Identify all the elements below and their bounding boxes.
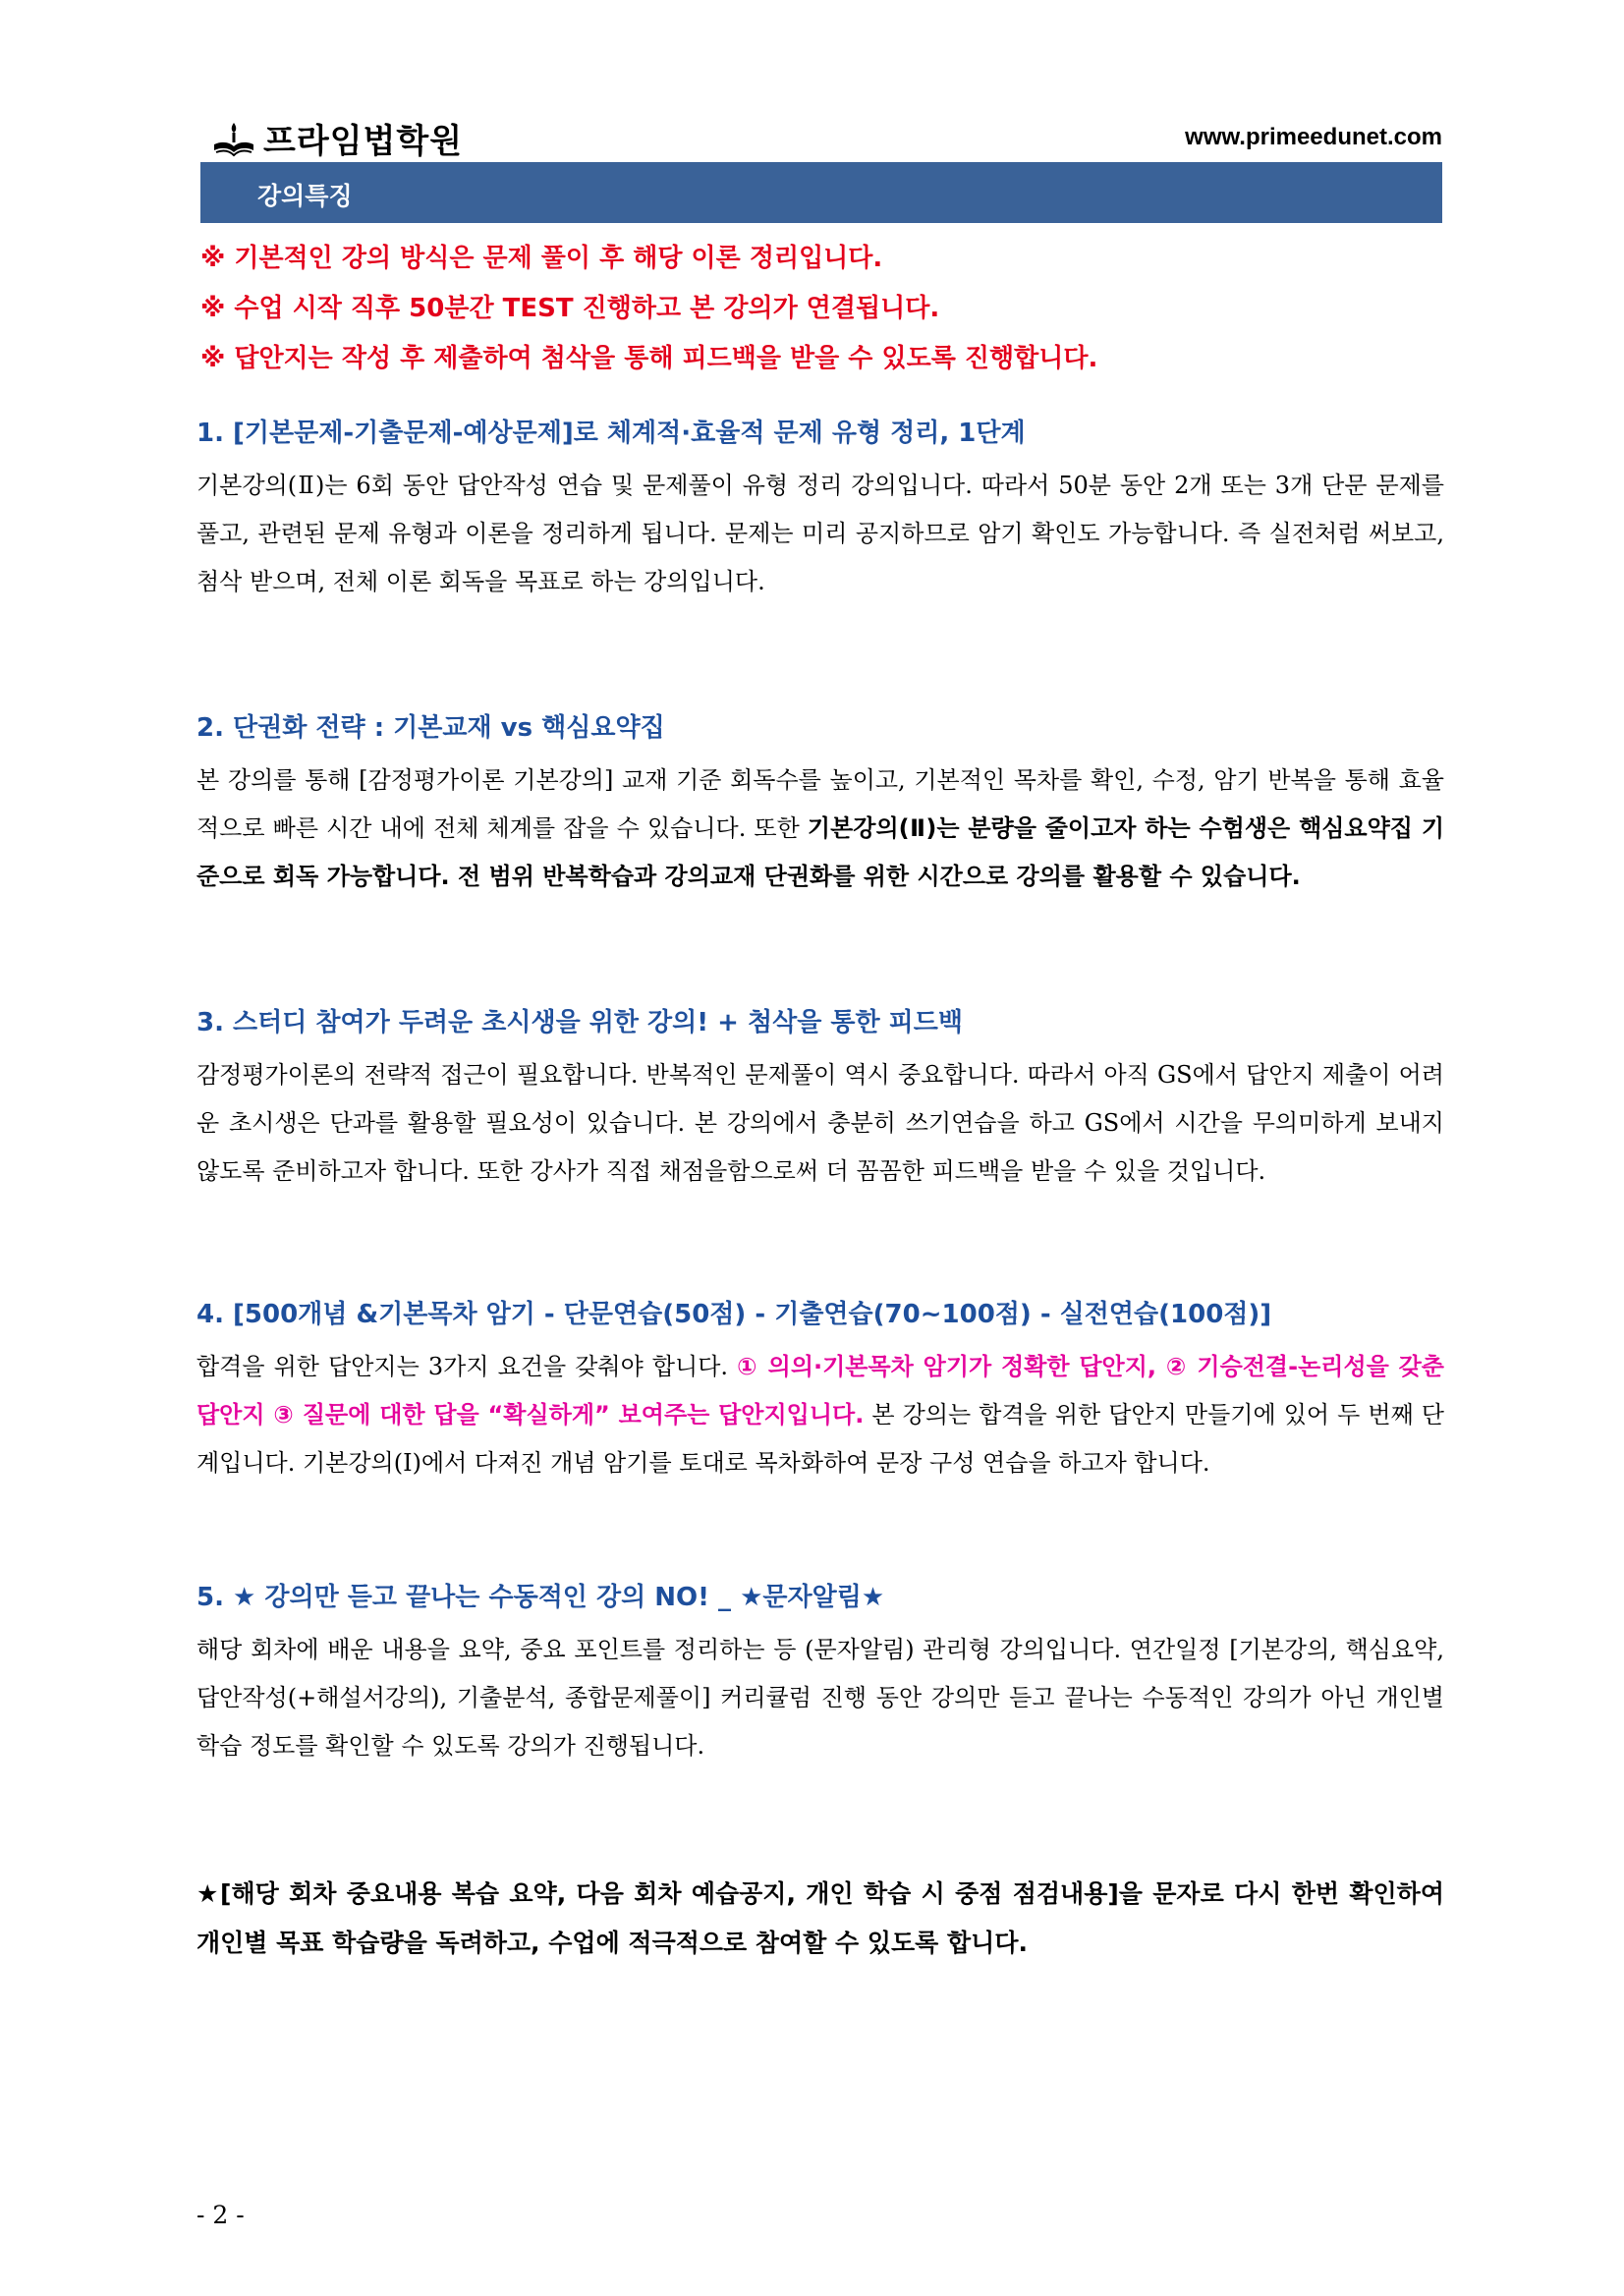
notice-item: ※ 답안지는 작성 후 제출하여 첨삭을 통해 피드백을 받을 수 있도록 진행합니다. bbox=[200, 344, 1098, 373]
logo-text: 프라임법학원 bbox=[263, 122, 464, 161]
section-body: 감정평가이론의 전략적 접근이 필요합니다. 반복적인 문제풀이 역시 중요합니다. 따라서 아직 GS에서 답안지 제출이 어려운 초시생은 단과를 활용할 필요성이 있습니다. 본 강의에서 충분히 쓰기연습을 하고 GS에서 시간을 무의미하게 보내지 않도록 준비하고자 합니다. 또한 강사가 직접 채점을함으로써 더 꼼꼼한 피드백을 받을 수 있을 것입니다. bbox=[196, 1061, 1444, 1185]
section-title: 4. [500개념 &기본목차 암기 - 단문연습(50점) - 기출연습(70~100점) - 실전연습(100점)] bbox=[196, 1300, 1272, 1329]
final-note: ★[해당 회차 중요내용 복습 요약, 다음 회차 예습공지, 개인 학습 시 중점 점검내용]을 문자로 다시 한번 확인하여 개인별 목표 학습량을 독려하고, 수업에 적극적으로 참여할 수 있도록 합니다. bbox=[196, 1879, 1444, 1957]
section-banner bbox=[200, 162, 1442, 223]
banner-title: 강의특징 bbox=[257, 182, 353, 210]
section-body: 기본강의(Ⅱ)는 6회 동안 답안작성 연습 및 문제풀이 유형 정리 강의입니다. 따라서 50분 동안 2개 또는 3개 단문 문제를 풀고, 관련된 문제 유형과 이론을 정리하게 됩니다. 문제는 미리 공지하므로 암기 확인도 가능합니다. 즉 실전처럼 써보고, 첨삭 받으며, 전체 이론 회독을 목표로 하는 강의입니다. bbox=[196, 472, 1444, 595]
book-lamp-icon bbox=[212, 119, 255, 158]
page-number: - 2 - bbox=[196, 2201, 245, 2229]
section-body: 해당 회차에 배운 내용을 요약, 중요 포인트를 정리하는 등 (문자알림) 관리형 강의입니다. 연간일정 [기본강의, 핵심요약, 답안작성(+해설서강의), 기출분석, 종합문제풀이] 커리큘럼 진행 동안 강의만 듣고 끝나는 수동적인 강의가 아닌 개인별 학습 정도를 확인할 수 있도록 강의가 진행됩니다. bbox=[196, 1636, 1444, 1760]
section-4 bbox=[196, 1294, 1444, 1487]
section-body bbox=[196, 1343, 1444, 1487]
section-title: 2. 단권화 전략 : 기본교재 vs 핵심요약집 bbox=[196, 713, 665, 743]
notice-list bbox=[200, 234, 1448, 384]
section-body-text: 본 강의는 합격을 위한 답안지 만들기에 있어 두 번째 단계입니다. 기본강의(Ⅰ)에서 다져진 개념 암기를 토대로 목차화하여 문장 구성 연습을 하고자 합니다. bbox=[196, 1401, 1444, 1477]
brand-logo bbox=[212, 114, 463, 162]
section-1 bbox=[196, 413, 1444, 606]
section-title: 3. 스터디 참여가 두려운 초시생을 위한 강의! + 첨삭을 통한 피드백 bbox=[196, 1008, 964, 1037]
section-body-text: 본 강의를 통해 [감정평가이론 기본강의] 교재 기준 회독수를 높이고, 기본적인 목차를 확인, 수정, 암기 반복을 통해 효율적으로 빠른 시간 내에 전체 체계를 잡을 수 있습니다. 또한 bbox=[196, 766, 1444, 842]
section-3 bbox=[196, 1002, 1444, 1196]
notice-item: ※ 수업 시작 직후 50분간 TEST 진행하고 본 강의가 연결됩니다. bbox=[200, 294, 940, 323]
section-body-highlight: ① 의의·기본목차 암기가 정확한 답안지, ② 기승전결-논리성을 갖춘 답안지 ③ 질문에 대한 답을 “확실하게” 보여주는 답안지입니다. bbox=[196, 1353, 1444, 1428]
notice-item: ※ 기본적인 강의 방식은 문제 풀이 후 해당 이론 정리입니다. bbox=[200, 244, 883, 273]
section-body-emphasis: 기본강의(Ⅱ)는 분량을 줄이고자 하는 수험생은 핵심요약집 기준으로 회독 가능합니다. 전 범위 반복학습과 강의교재 단권화를 위한 시간으로 강의를 활용할 수 있습니다. bbox=[196, 814, 1444, 890]
section-body bbox=[196, 756, 1444, 901]
site-url[interactable]: www.primeedunet.com bbox=[1185, 124, 1442, 150]
section-body-text: 합격을 위한 답안지는 3가지 요건을 갖춰야 합니다. bbox=[196, 1353, 738, 1380]
section-title: 5. ★ 강의만 듣고 끝나는 수동적인 강의 NO! _ ★문자알림★ bbox=[196, 1583, 885, 1612]
page-header bbox=[196, 110, 1442, 159]
section-title: 1. [기본문제-기출문제-예상문제]로 체계적·효율적 문제 유형 정리, 1단계 bbox=[196, 419, 1026, 448]
section-5 bbox=[196, 1577, 1444, 1770]
section-2 bbox=[196, 707, 1444, 901]
